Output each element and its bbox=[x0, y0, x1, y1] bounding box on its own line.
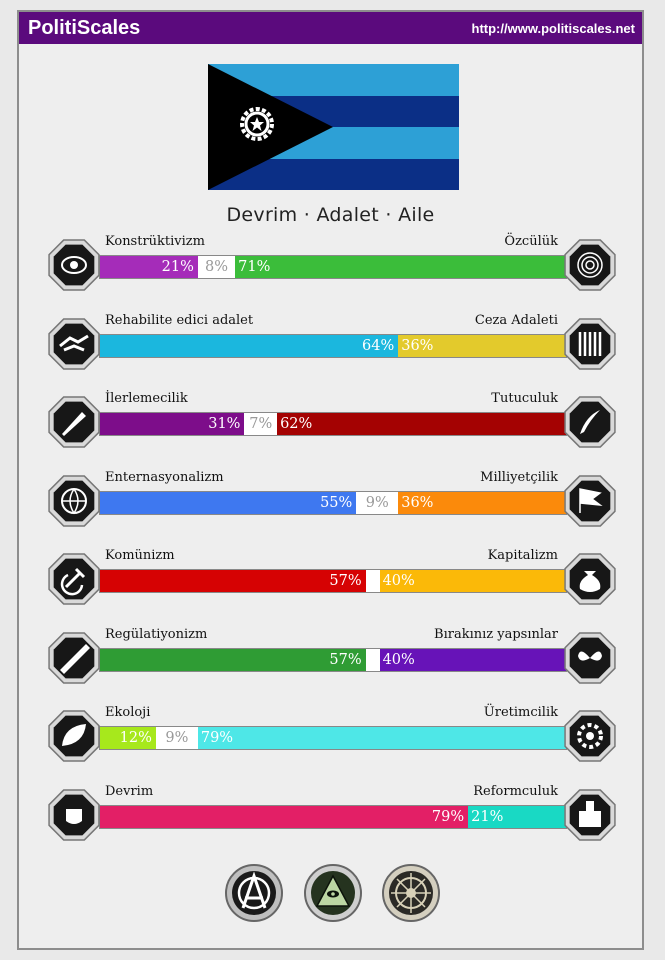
globe-icon bbox=[46, 473, 102, 529]
illuminati-badge-icon bbox=[304, 864, 362, 922]
axis-right-percent: 40% bbox=[382, 651, 415, 668]
money-bag-icon bbox=[562, 551, 618, 607]
factory-gear-icon bbox=[562, 708, 618, 764]
generated-flag bbox=[208, 64, 459, 190]
rocket-icon bbox=[46, 394, 102, 450]
fingerprint-icon bbox=[562, 237, 618, 293]
hammer-sickle-icon bbox=[46, 551, 102, 607]
butterflies-icon bbox=[562, 630, 618, 686]
axis-left-percent: 64% bbox=[362, 337, 395, 354]
results-card bbox=[17, 10, 644, 950]
axis-right-segment bbox=[235, 256, 566, 278]
ballot-box-icon bbox=[562, 787, 618, 843]
axis-left-percent: 31% bbox=[208, 416, 241, 432]
axis-row bbox=[19, 470, 642, 530]
axis-center-percent: 8% bbox=[204, 259, 228, 275]
axis-left-segment bbox=[100, 256, 198, 278]
axis-row bbox=[19, 627, 642, 687]
compass-badge-icon bbox=[382, 864, 440, 922]
axis-right-segment bbox=[380, 649, 566, 671]
leaf-icon bbox=[46, 708, 102, 764]
axis-left-percent: 21% bbox=[161, 259, 194, 275]
anarchy-badge-icon bbox=[225, 864, 283, 922]
axis-right-label: Tutuculuk bbox=[491, 391, 558, 406]
axis-left-percent: 12% bbox=[119, 730, 152, 746]
axis-row bbox=[19, 784, 642, 844]
axis-left-label: İlerlemecilik bbox=[105, 391, 188, 406]
axis-left-label: Konstrüktivizm bbox=[105, 234, 205, 249]
axis-left-label: Ekoloji bbox=[105, 705, 151, 720]
axis-bar bbox=[99, 805, 567, 829]
axis-bar bbox=[99, 648, 567, 672]
axis-left-percent: 79% bbox=[431, 808, 465, 825]
prison-bars-icon bbox=[562, 316, 618, 372]
axis-center-segment bbox=[156, 727, 198, 749]
axis-center-percent: 9% bbox=[165, 730, 189, 746]
axis-left-percent: 57% bbox=[329, 573, 362, 589]
axis-left-label: Rehabilite edici adalet bbox=[105, 312, 254, 328]
axis-right-percent: 40% bbox=[382, 573, 415, 589]
axis-left-label: Devrim bbox=[105, 783, 154, 799]
axis-right-percent: 21% bbox=[471, 808, 504, 825]
axis-right-label: Reformculuk bbox=[473, 783, 558, 799]
site-url[interactable]: http://www.politiscales.net bbox=[471, 21, 635, 36]
quill-icon bbox=[562, 394, 618, 450]
axis-left-label: Komünizm bbox=[105, 548, 175, 563]
axis-left-segment bbox=[100, 727, 156, 749]
axis-right-label: Milliyetçilik bbox=[480, 469, 558, 485]
axis-left-segment bbox=[100, 335, 398, 357]
flag-icon bbox=[562, 473, 618, 529]
axis-center-percent: 9% bbox=[365, 494, 389, 511]
header-bar bbox=[19, 12, 642, 44]
axis-center-segment bbox=[244, 413, 277, 435]
eye-icon bbox=[46, 237, 102, 293]
axis-bar bbox=[99, 726, 567, 750]
axis-left-segment bbox=[100, 570, 366, 592]
axis-right-percent: 36% bbox=[401, 494, 434, 511]
axis-left-percent: 55% bbox=[320, 494, 353, 511]
axis-left-label: Enternasyonalizm bbox=[105, 469, 224, 485]
axis-row bbox=[19, 391, 642, 451]
axis-left-segment bbox=[100, 649, 366, 671]
axis-row bbox=[19, 705, 642, 765]
motto-slogan: Devrim · Adalet · Aile bbox=[226, 204, 435, 226]
axis-row bbox=[19, 234, 642, 294]
axis-left-segment bbox=[100, 413, 244, 435]
axis-left-segment bbox=[100, 806, 468, 828]
axis-right-segment bbox=[398, 492, 566, 514]
axis-bar bbox=[99, 334, 567, 358]
axis-right-segment bbox=[468, 806, 566, 828]
axis-center-segment bbox=[356, 492, 398, 514]
axis-right-percent: 79% bbox=[200, 730, 234, 746]
axis-right-label: Kapitalizm bbox=[487, 548, 558, 563]
axis-right-label: Özcülük bbox=[504, 234, 558, 249]
axis-right-percent: 62% bbox=[280, 416, 313, 432]
axis-right-label: Üretimcilik bbox=[483, 705, 558, 720]
axis-center-segment bbox=[366, 570, 380, 592]
fist-icon bbox=[46, 787, 102, 843]
ruler-icon bbox=[46, 630, 102, 686]
brand-title[interactable]: PolitiScales bbox=[28, 17, 141, 39]
axis-row bbox=[19, 548, 642, 608]
axis-right-segment bbox=[198, 727, 566, 749]
axis-bar bbox=[99, 255, 567, 279]
axis-bar bbox=[99, 491, 567, 515]
axis-right-percent: 36% bbox=[401, 337, 434, 354]
handshake-icon bbox=[46, 316, 102, 372]
axis-bar bbox=[99, 412, 567, 436]
axis-left-percent: 57% bbox=[329, 651, 362, 668]
axis-center-percent: 7% bbox=[249, 416, 273, 432]
axis-right-segment bbox=[398, 335, 566, 357]
axis-bar bbox=[99, 569, 567, 593]
axis-right-percent: 71% bbox=[238, 259, 271, 275]
axis-center-segment bbox=[198, 256, 235, 278]
axis-left-segment bbox=[100, 492, 356, 514]
axis-center-segment bbox=[366, 649, 380, 671]
axis-right-label: Ceza Adaleti bbox=[474, 312, 558, 328]
axis-left-label: Regülatiyonizm bbox=[105, 626, 208, 642]
axis-right-label: Bırakınız yapsınlar bbox=[434, 626, 558, 642]
axis-row bbox=[19, 313, 642, 373]
axis-right-segment bbox=[380, 570, 566, 592]
axis-right-segment bbox=[277, 413, 566, 435]
